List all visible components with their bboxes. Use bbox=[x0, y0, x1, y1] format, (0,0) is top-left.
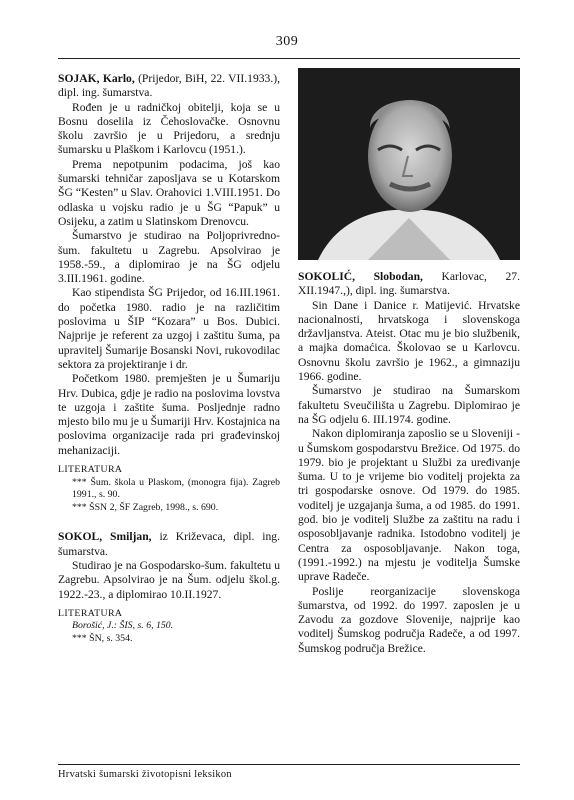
top-rule bbox=[58, 58, 520, 59]
sokolic-paragraph: Šumarstvo je studirao na Šumarskom fakultetu Sveučilišta u Zagrebu. Diplomirao je na ŠG odjelu 6. III.1974. godine. bbox=[298, 384, 520, 426]
sokol-name: SOKOL, Smiljan, bbox=[58, 530, 152, 544]
sojak-entry-heading bbox=[58, 72, 280, 101]
sojak-paragraph: Prema nepotpunim podacima, još kao šumarski tehničar zaposljava se u Kotarskom ŠG “Kesten” u Slav. Orahovici 1.VIII.1951. Do odlaska u vojsku radio je u ŠG “Papuk” u Osijeku, a zatim u Slatinskom Drenovcu. bbox=[58, 157, 280, 228]
sokolic-paragraph: Nakon diplomiranja zaposlio se u Sloveniji - u Šumskom gospodarstvu Brežice. Od 1975. do 1979. bio je projektant u Službi za uređivanje šuma. U to je vrijeme bio voditelj projekta za tri gospodarske osnove. Od 1979. do 1985. voditelj je uzgajanja šuma, a od 1985. do 1991. god. bio je voditelj Službe za zaštitu na radu i osposobljavanje radnika. Istodobno voditelj je Centra za osposobljavanje. Nakon toga, (1991.-1992.) na mjestu je voditelja Šumske uprave Radeče. bbox=[298, 427, 520, 584]
literature-item: Borošić, J.: ŠIS, s. 6, 150. bbox=[72, 620, 174, 632]
page-number: 309 bbox=[275, 34, 299, 49]
sokol-entry-heading bbox=[58, 530, 280, 559]
sokolic-paragraph: Sin Dane i Danice r. Matijević. Hrvatske nacionalnosti, hrvatskoga i slovenskoga državljanstva. Ateist. Otac mu je bio službenik, a majka domaćica. Školovao se u Karlovcu. Osnovnu školu završio je 1962., a gimnaziju 1966. godine. bbox=[298, 298, 520, 384]
right-column bbox=[298, 266, 520, 656]
literature-title: LITERATURA bbox=[58, 607, 123, 619]
sojak-literature bbox=[58, 464, 280, 514]
sojak-paragraph: Kao stipendista ŠG Prijedor, od 16.III.1961. do početka 1980. radio je na različitim poslovima u ŠIP “Kozara” u Bos. Dubici. Najprije je referent za uzgoj i zaštitu šuma, pa upravitelj Šumarije Bosanski Novi, rukovodilac sektora za projektiranje i dr. bbox=[58, 286, 280, 371]
sokolic-entry-heading bbox=[298, 270, 520, 299]
sokolic-name: SOKOLIĆ, Slobodan, bbox=[298, 270, 423, 283]
sojak-name: SOJAK, Karlo, bbox=[58, 72, 135, 85]
sojak-paragraph: Rođen je u radničkoj obitelji, koja se u Bosnu doselila iz Čehoslovačke. Osnovnu školu završio je u Prijedoru, a srednju šumarsku u Plaškom i Karlovcu (1951.). bbox=[58, 100, 280, 157]
sokol-literature bbox=[58, 608, 280, 646]
sojak-paragraph: Početkom 1980. premješten je u Šumariju Hrv. Dubica, gdje je radio na poslovima lovstva te uzgoja i zaštite šuma. Posljednje radno mjesto bilo mu je u Šumariji Hrv. Kostajnica na poslovima organizacije rada pri građevinskoj mehanizaciji. bbox=[58, 372, 280, 457]
sojak-paragraph: Šumarstvo je studirao na Poljoprivredno-šum. fakultetu u Zagrebu. Apsolvirao je 1958.-59., a diplomirao je na ŠG odjelu 3.III.1961. godine. bbox=[58, 229, 280, 286]
left-column bbox=[58, 68, 280, 646]
literature-title: LITERATURA bbox=[58, 464, 123, 476]
sojak-head-rest: (Prijedor, BiH, 22. VII.1933.), dipl. ing. šumarstva. bbox=[58, 72, 280, 100]
sokol-head-rest: iz Križevaca, dipl. ing. šumarstva. bbox=[58, 530, 280, 558]
footer-title: Hrvatski šumarski životopisni leksikon bbox=[58, 769, 232, 780]
literature-item: *** Šum. škola u Plaskom, (monogra fija). Zagreb 1991., s. 90. bbox=[72, 476, 280, 501]
sokolic-head-rest: Karlovac, 27. XII.1947.,), dipl. ing. šumarstva. bbox=[298, 270, 520, 298]
sokolic-paragraph: Poslije reorganizacije slovenskoga šumarstva, od 1992. do 1997. zaposlen je u Zavodu za gozdove Slovenije, najprije kao voditelj Šumskog područja Radeče, a od 1997. Šumskog područja Brežice. bbox=[298, 584, 520, 655]
sokol-paragraph: Studirao je na Gospodarsko-šum. fakultetu u Zagrebu. Apsolvirao je na Šum. odjelu škol.g. 1922.-23., a diplomirao 10.II.1927. bbox=[58, 558, 280, 601]
literature-item: *** ŠSN 2, ŠF Zagreb, 1998., s. 690. bbox=[72, 501, 219, 513]
literature-item: *** ŠN, s. 354. bbox=[72, 633, 133, 645]
bottom-rule bbox=[58, 764, 520, 765]
portrait-photo bbox=[298, 68, 520, 260]
